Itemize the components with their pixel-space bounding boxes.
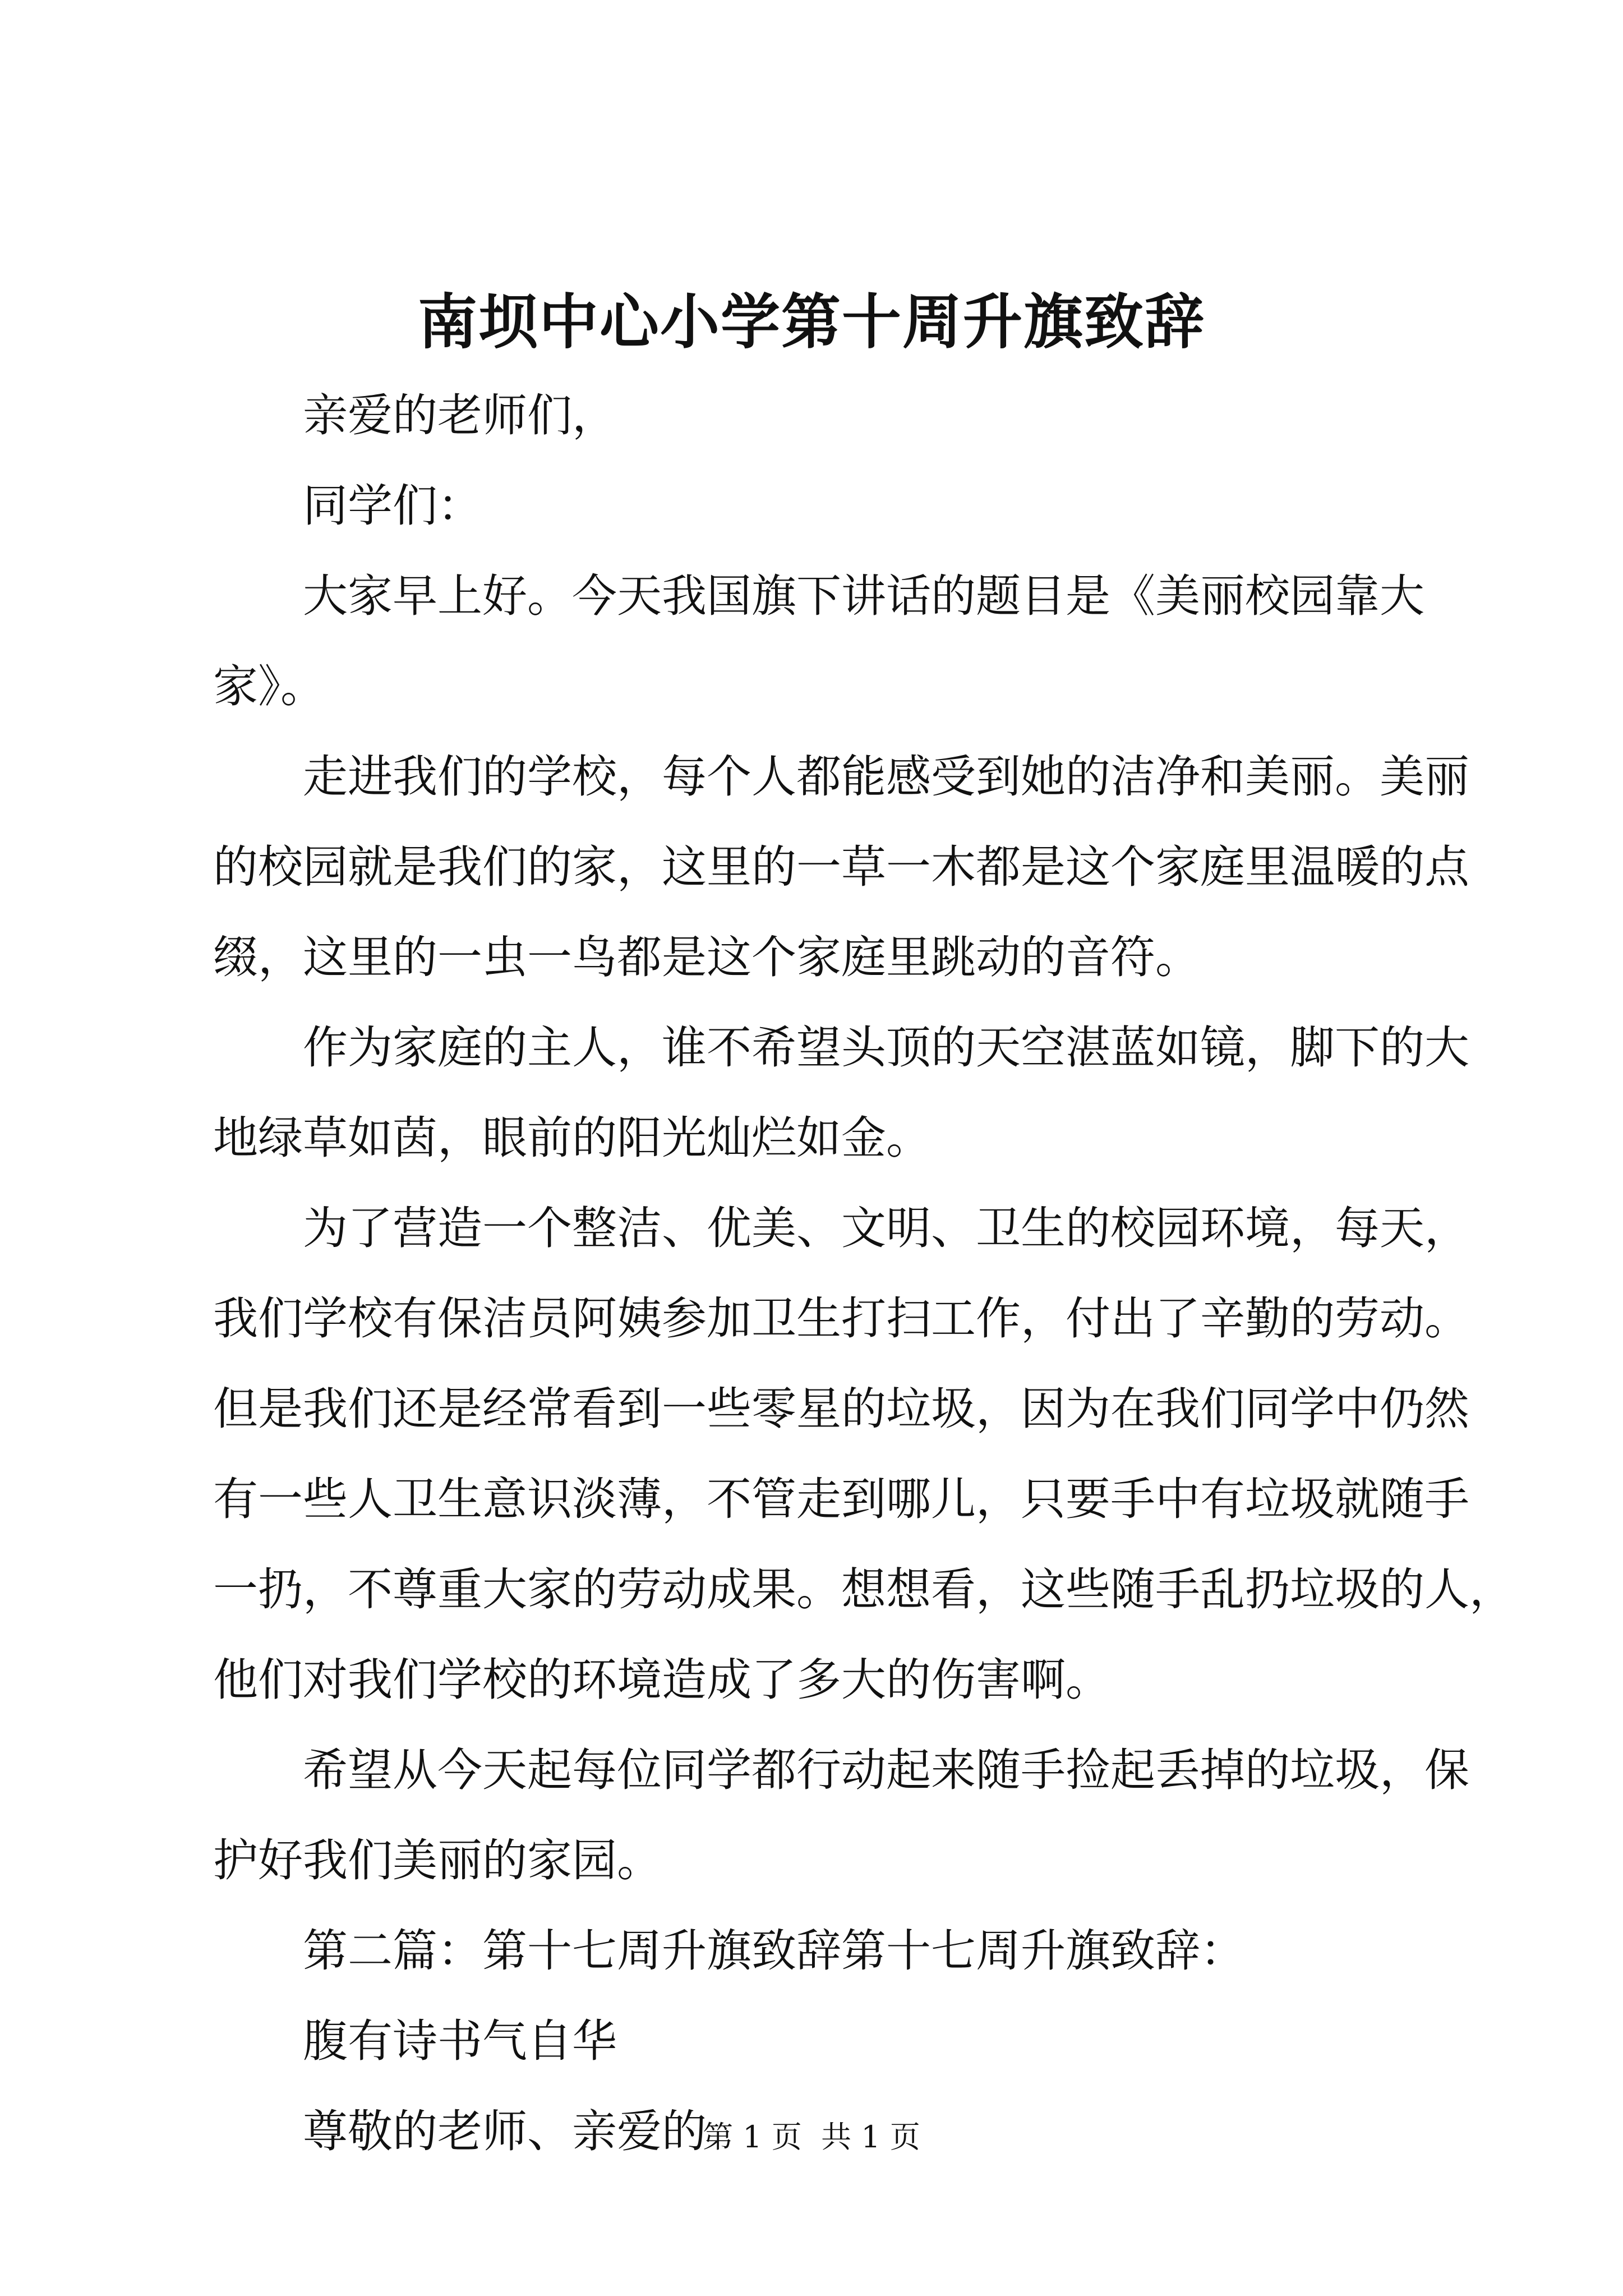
text-line: 走进我们的学校，每个人都能感受到她的洁净和美丽。美丽 [303, 751, 1469, 803]
text-line: 我们学校有保洁员阿姨参加卫生打扫工作，付出了辛勤的劳动。 [213, 1292, 1469, 1345]
text-line: 家》。 [213, 660, 325, 712]
text-line: 护好我们美丽的家园。 [213, 1834, 662, 1887]
text-line: 尊敬的老师、亲爱的 [303, 2105, 707, 2157]
text-line: 的校园就是我们的家，这里的一草一木都是这个家庭里温暖的点 [213, 841, 1469, 893]
document-body [213, 370, 1514, 2177]
paragraph [213, 461, 1424, 551]
paragraph [213, 1183, 1514, 1725]
text-line: 大家早上好。今天我国旗下讲话的题目是《美丽校园靠大 [303, 570, 1424, 622]
text-line: 作为家庭的主人，谁不希望头顶的天空湛蓝如镜，脚下的大 [303, 1022, 1469, 1074]
text-line: 有一些人卫生意识淡薄，不管走到哪儿，只要手中有垃圾就随手 [213, 1473, 1469, 1525]
text-line: 一扔，不尊重大家的劳动成果。想想看，这些随手乱扔垃圾的人， [213, 1563, 1514, 1616]
page-number-footer: 第 1 页 共 1 页 [703, 2119, 920, 2155]
text-line: 地绿草如茵，眼前的阳光灿烂如金。 [213, 1112, 931, 1164]
paragraph [213, 1002, 1469, 1183]
text-line: 亲爱的老师们， [303, 389, 617, 441]
document-title: 南坝中心小学第十周升旗致辞 [418, 288, 1205, 357]
text-line: 同学们： [303, 480, 482, 532]
paragraph [213, 1725, 1469, 1906]
paragraph [213, 1996, 1424, 2086]
text-line: 腹有诗书气自华 [303, 2015, 617, 2067]
paragraph [213, 1906, 1424, 1996]
paragraph [213, 551, 1424, 731]
text-line: 缀，这里的一虫一鸟都是这个家庭里跳动的音符。 [213, 931, 1200, 983]
paragraph [213, 370, 1424, 461]
text-line: 第二篇：第十七周升旗致辞第十七周升旗致辞： [303, 1925, 1245, 1977]
text-line: 但是我们还是经常看到一些零星的垃圾，因为在我们同学中仍然 [213, 1383, 1469, 1435]
text-line: 为了营造一个整洁、优美、文明、卫生的校园环境，每天， [303, 1202, 1469, 1254]
text-line: 希望从今天起每位同学都行动起来随手捡起丢掉的垃圾，保 [303, 1744, 1469, 1796]
paragraph [213, 731, 1469, 1002]
text-line: 他们对我们学校的环境造成了多大的伤害啊。 [213, 1654, 1110, 1706]
